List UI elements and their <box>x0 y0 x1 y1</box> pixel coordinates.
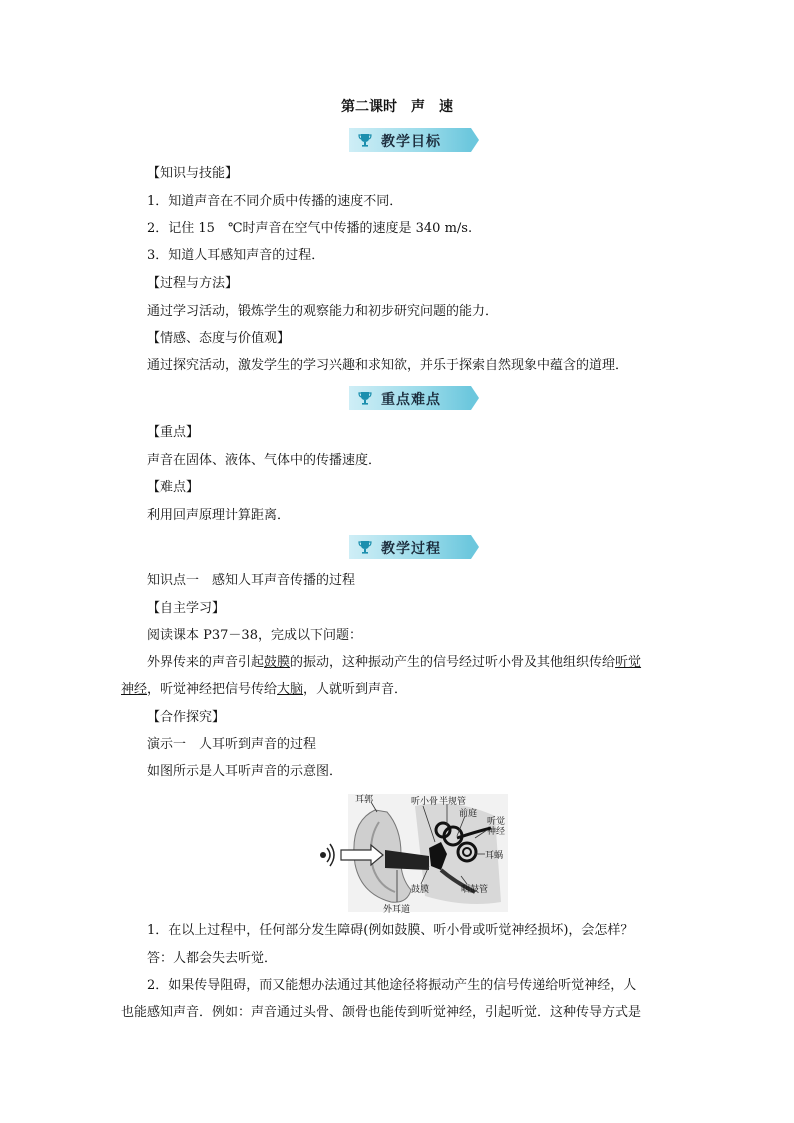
label-tingxiaogu: 听小骨 <box>411 797 439 807</box>
goal-k2: 2．记住 15 ℃时声音在空气中传播的速度是 340 m/s. <box>147 221 473 236</box>
key-point-text: 声音在固体、液体、气体中的传播速度． <box>147 453 382 468</box>
question-2-line-1: 2．如果传导阻碍，而又能想办法通过其他途径将振动产生的信号传递给听觉神经，人 <box>147 978 637 993</box>
label-banguiguan: 半规管 <box>439 797 467 807</box>
label-yangu: 咽鼓管 <box>461 885 489 895</box>
self-study-sentence-2: 神经，听觉神经把信号传给大脑，人就听到声音． <box>121 682 408 697</box>
demo-title: 演示一 人耳听到声音的过程 <box>147 737 317 752</box>
label-shenjing: 神经 <box>487 827 506 837</box>
section-title-goals: 教学目标 <box>381 134 441 150</box>
label-erguo: 耳郭 <box>355 795 374 805</box>
reading-instruction: 阅读课本 P37－38，完成以下问题： <box>147 628 362 643</box>
answer-danao: 大脑 <box>277 682 304 697</box>
section-banner-process <box>349 535 471 559</box>
label-erwo: 耳蜗 <box>485 851 504 861</box>
heading-difficulty: 【难点】 <box>147 480 200 495</box>
answer-shenjing: 神经 <box>121 682 148 697</box>
heading-method: 【过程与方法】 <box>147 276 239 291</box>
heading-cooperation: 【合作探究】 <box>147 710 226 725</box>
page-title: 第二课时 声 速 <box>341 99 453 115</box>
label-gumo: 鼓膜 <box>411 885 430 895</box>
answer-1: 答：人都会失去听觉． <box>147 951 278 966</box>
answer-gumo: 鼓膜 <box>264 655 291 670</box>
goal-k3: 3．知道人耳感知声音的过程． <box>147 248 325 263</box>
goal-k1: 1．知道声音在不同介质中传播的速度不同． <box>147 194 403 209</box>
goal-e1: 通过探究活动，激发学生的学习兴趣和求知欲，并乐于探索自然现象中蕴含的道理． <box>147 358 629 373</box>
trophy-icon <box>358 133 372 147</box>
section-banner-key <box>349 386 471 410</box>
difficulty-text: 利用回声原理计算距离． <box>147 508 291 523</box>
trophy-icon <box>358 540 372 554</box>
figure-intro: 如图所示是人耳听声音的示意图． <box>147 764 343 779</box>
heading-self-study: 【自主学习】 <box>147 601 226 616</box>
section-title-key: 重点难点 <box>381 392 441 408</box>
heading-knowledge: 【知识与技能】 <box>147 166 239 181</box>
section-title-process: 教学过程 <box>381 541 441 557</box>
knowledge-point-title: 知识点一 感知人耳声音传播的过程 <box>147 573 356 588</box>
label-waierdao: 外耳道 <box>383 905 411 914</box>
label-qianting: 前庭 <box>459 809 478 819</box>
goal-p1: 通过学习活动，锻炼学生的观察能力和初步研究问题的能力． <box>147 304 499 319</box>
heading-key-point: 【重点】 <box>147 425 200 440</box>
question-1: 1．在以上过程中，任何部分发生障碍(例如鼓膜、听小骨或听觉神经损坏)，会怎样？ <box>147 923 634 938</box>
label-tingjue: 听觉 <box>487 817 506 827</box>
heading-emotion: 【情感、态度与价值观】 <box>147 331 291 346</box>
ear-diagram <box>315 792 510 914</box>
question-2-line-2: 也能感知声音．例如：声音通过头骨、颌骨也能传到听觉神经，引起听觉．这种传导方式是 <box>121 1005 642 1020</box>
self-study-sentence-1: 外界传来的声音引起鼓膜的振动，这种振动产生的信号经过听小骨及其他组织传给听觉 <box>147 655 642 670</box>
answer-tingjue: 听觉 <box>615 655 642 670</box>
section-banner-goals <box>349 128 471 152</box>
trophy-icon <box>358 391 372 405</box>
